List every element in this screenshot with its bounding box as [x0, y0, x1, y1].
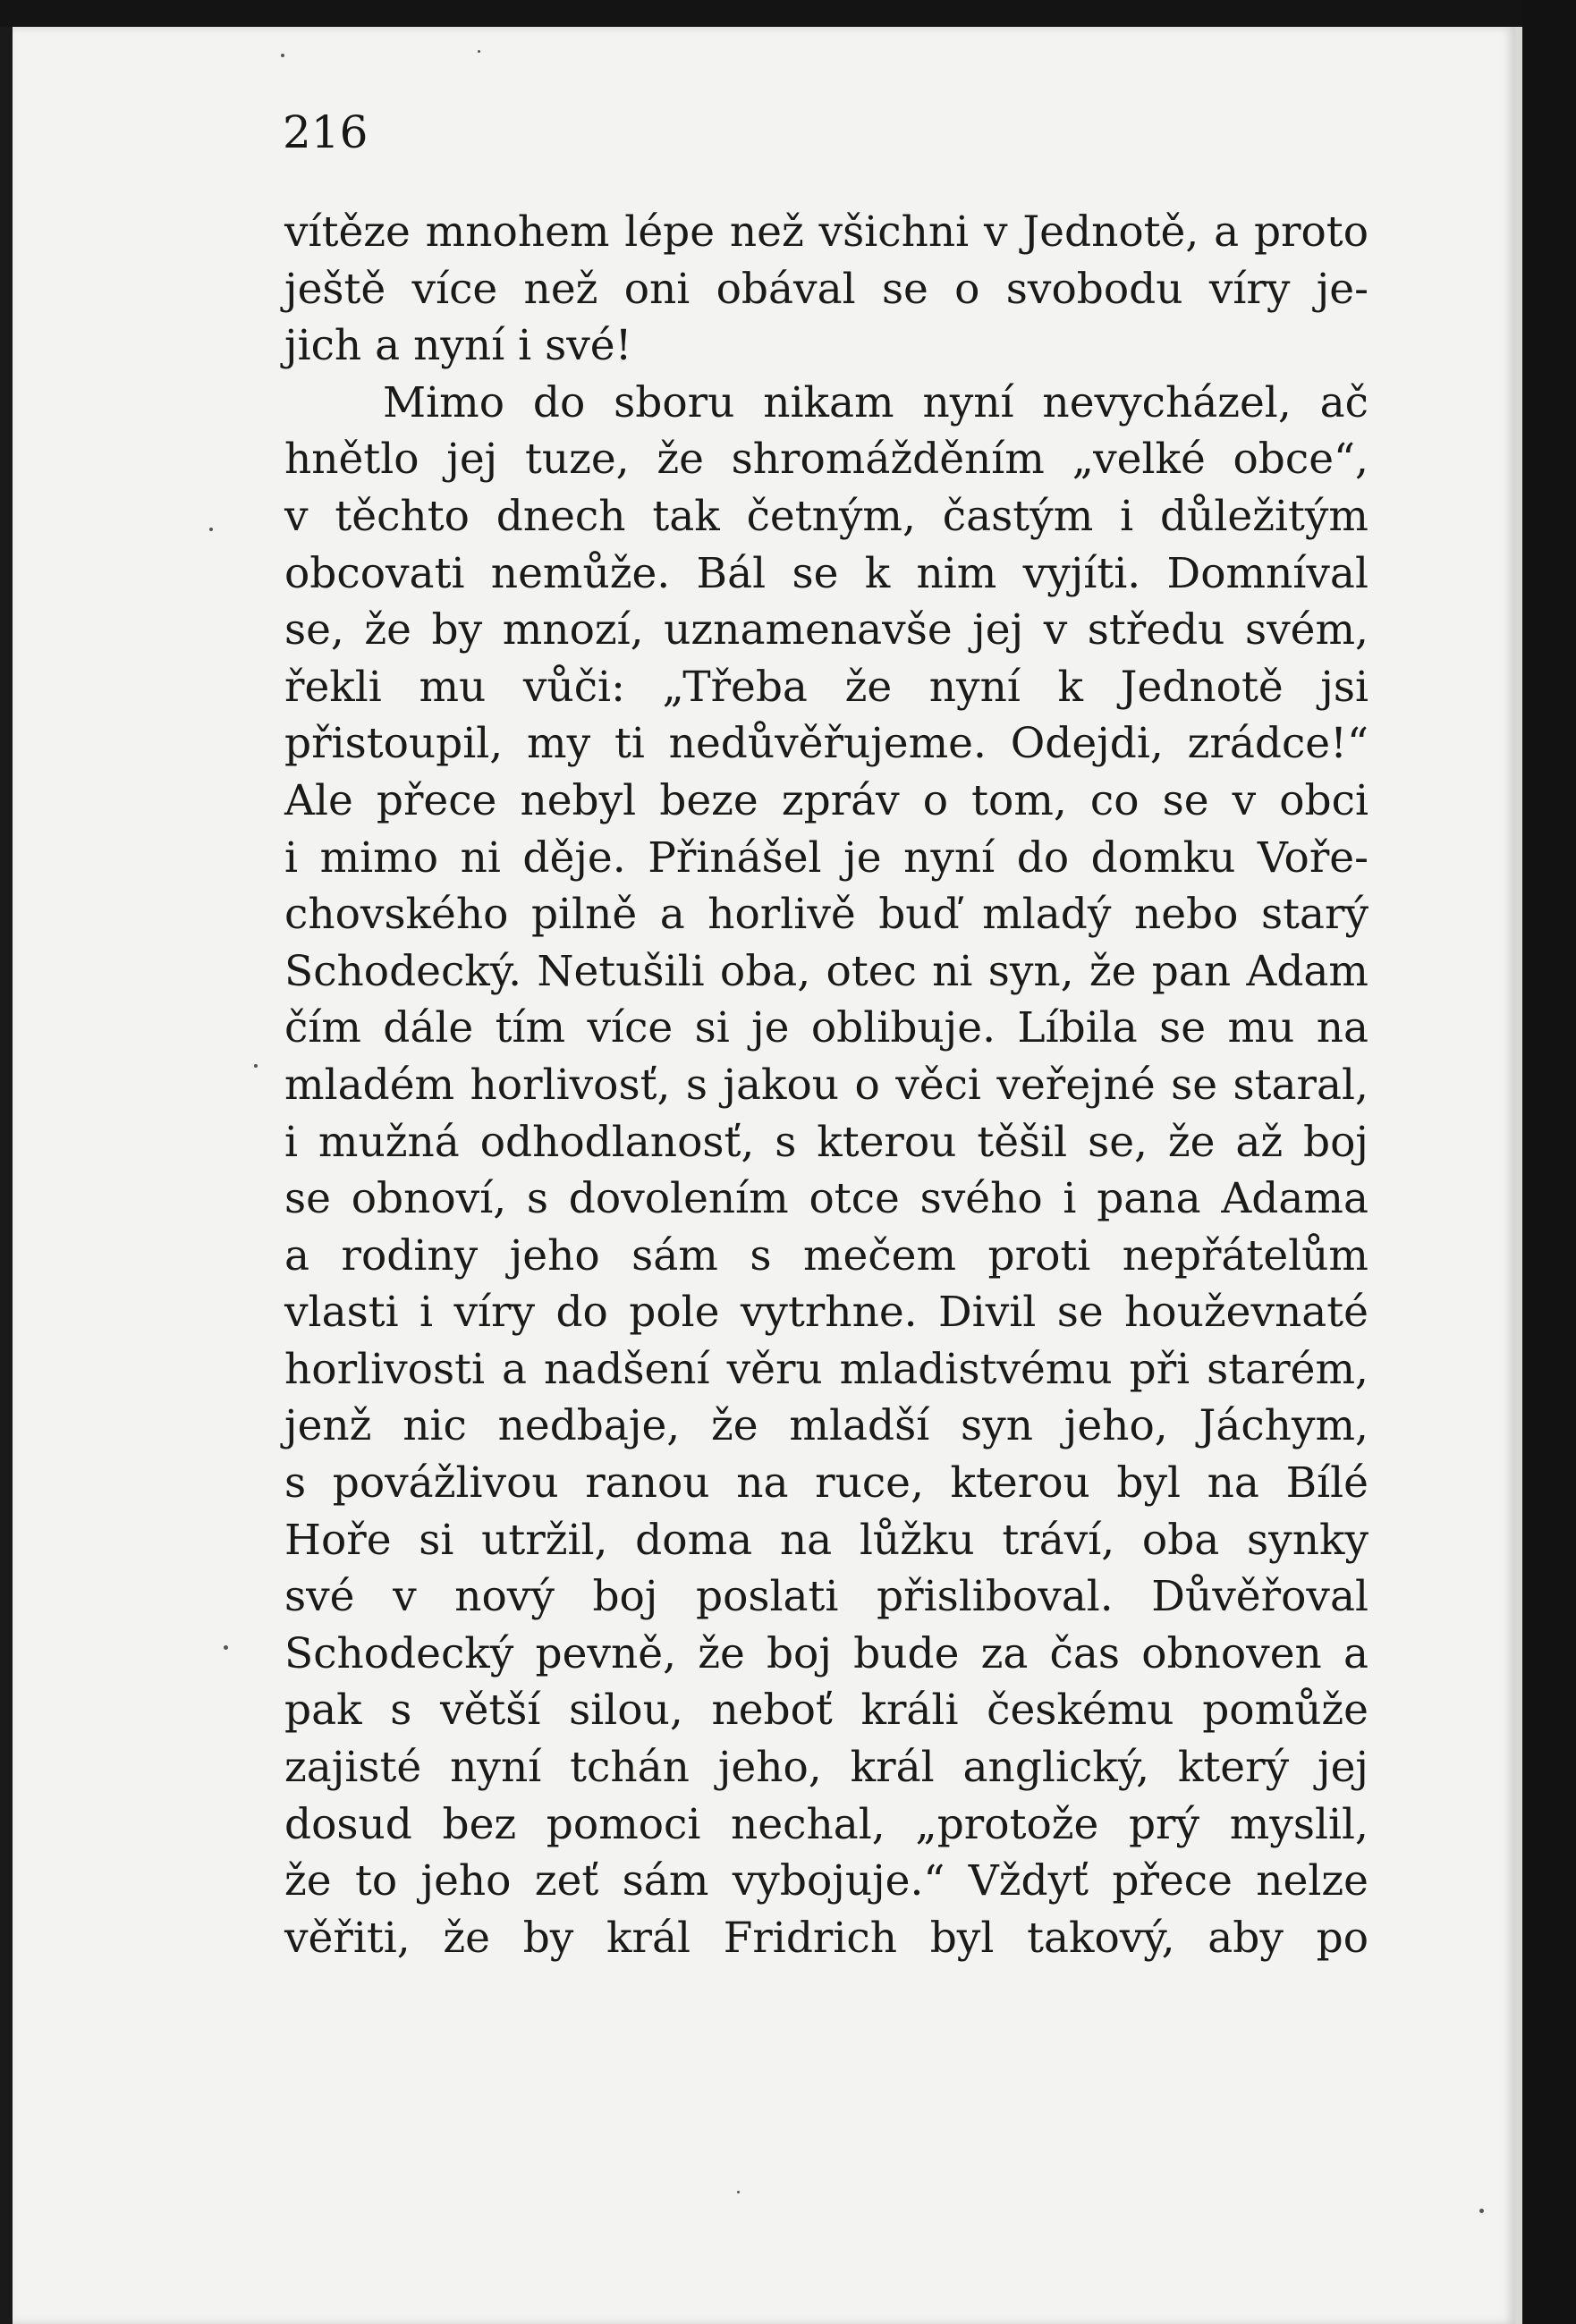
- text-line: hnětlo jej tuze, že shromážděním „velké obce“,: [284, 435, 1368, 485]
- text-line: věřiti, že by král Fridrich byl takový, aby po: [284, 1913, 1368, 1963]
- text-line: jenž nic nedbaje, že mladší syn jeho, Jáchym,: [284, 1401, 1368, 1451]
- paper-speck: [224, 1645, 228, 1650]
- paper-speck: [1479, 2209, 1484, 2213]
- text-line: Schodecký pevně, že boj bude za čas obnoven a: [284, 1628, 1368, 1678]
- text-line: přistoupil, my ti nedůvěřujeme. Odejdi, zrádce!“: [284, 719, 1368, 769]
- text-line: Schodecký. Netušili oba, otec ni syn, že pan Adam: [284, 946, 1368, 996]
- text-line: horlivosti a nadšení věru mladistvému při starém,: [284, 1344, 1368, 1394]
- text-line: ještě více než oni obával se o svobodu víry je-: [284, 264, 1368, 314]
- paragraph-first-line: Mimo do sboru nikam nyní nevycházel, ač: [383, 377, 1368, 427]
- page-edge: [1515, 27, 1522, 2324]
- text-line: vítěze mnohem lépe než všichni v Jednotě, a proto: [284, 207, 1368, 257]
- text-line: zajisté nyní tchán jeho, král anglický, který jej: [284, 1743, 1368, 1793]
- text-line: se, že by mnozí, uznamenavše jej v středu svém,: [284, 605, 1368, 655]
- paper-speck: [737, 2191, 740, 2193]
- text-line: že to jeho zeť sám vybojuje.“ Vždyť přece nelze: [284, 1856, 1368, 1906]
- text-line: čím dále tím více si je oblibuje. Líbila se mu na: [284, 1003, 1368, 1053]
- text-line: a rodiny jeho sám s mečem proti nepřátelům: [284, 1230, 1368, 1280]
- body-text: [284, 204, 1368, 1966]
- text-line: Hoře si utržil, doma na lůžku tráví, oba synky: [284, 1515, 1368, 1565]
- text-line: řekli mu vůči: „Třeba že nyní k Jednotě jsi: [284, 662, 1368, 712]
- text-line: i mimo ni děje. Přinášel je nyní do domku Voře-: [284, 832, 1368, 883]
- paper-speck: [281, 54, 284, 57]
- scan-border-top: [0, 0, 1576, 27]
- text-line: své v nový boj poslati přisliboval. Důvěřoval: [284, 1572, 1368, 1622]
- text-line: se obnoví, s dovolením otce svého i pana Adama: [284, 1174, 1368, 1224]
- page-number: 216: [283, 106, 369, 158]
- text-line: i mužná odhodlanosť, s kterou těšil se, že až boj: [284, 1117, 1368, 1167]
- text-line: mladém horlivosť, s jakou o věci veřejné se staral,: [284, 1060, 1368, 1110]
- text-line: s povážlivou ranou na ruce, kterou byl na Bílé: [284, 1458, 1368, 1508]
- text-line: Ale přece nebyl beze zpráv o tom, co se v obci: [284, 775, 1368, 825]
- text-line: jich a nyní i své!: [284, 321, 632, 371]
- paper-speck: [254, 1064, 258, 1068]
- text-line: vlasti i víry do pole vytrhne. Divil se houževnaté: [284, 1288, 1368, 1338]
- paper-speck: [478, 50, 480, 53]
- text-line: obcovati nemůže. Bál se k nim vyjíti. Domníval: [284, 548, 1368, 598]
- scan-border-right: [1522, 0, 1576, 2324]
- paper-speck: [209, 528, 213, 531]
- text-line: v těchto dnech tak četným, častým i důležitým: [284, 491, 1368, 541]
- text-line: chovského pilně a horlivě buď mladý nebo starý: [284, 890, 1368, 940]
- text-line: pak s větší silou, neboť králi českému pomůže: [284, 1686, 1368, 1736]
- text-line: dosud bez pomoci nechal, „protože prý myslil,: [284, 1799, 1368, 1849]
